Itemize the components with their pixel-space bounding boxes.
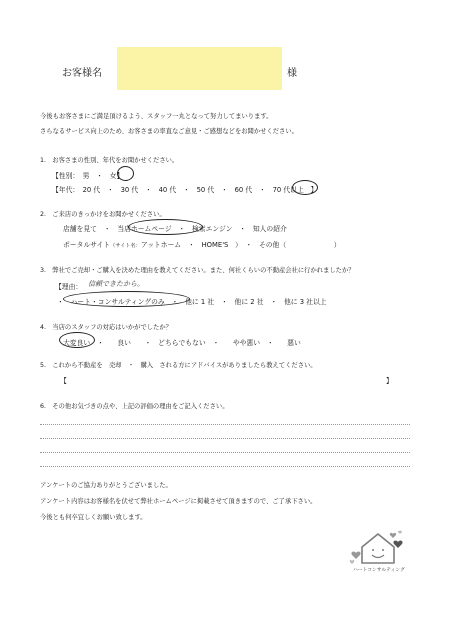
comment-line [40, 452, 410, 453]
customer-name-field[interactable] [117, 47, 282, 90]
closing-line-2: アンケート内容はお客様名を伏せて弊社ホームページに掲載させて頂きますので、ご了承下さい。 [40, 498, 317, 505]
intro-line-2: さらなるサービス向上のため、お客さまの率直なご意見・ご感想などをお聞かせください。 [40, 128, 298, 135]
gender-selected-circle [117, 166, 134, 181]
question-1: 1. お客さまの性別、年代をお聞かせください。 [40, 157, 179, 164]
comment-line [40, 424, 410, 425]
honorific-suffix: 様 [287, 68, 297, 79]
visit-reason-options-row-2 [63, 239, 341, 249]
age-selected-circle [292, 180, 318, 195]
site-name-label: （サイト名： [110, 243, 141, 249]
age-options: 【年代： 20 代 ・ 30 代 ・ 40 代 ・ 50 代 ・ 60 代 ・ 70 代以上 】 [52, 186, 318, 194]
company-count-options: ・ ハート・コンサルティングのみ ・ 他に 1 社 ・ 他に 2 社 ・ 他に 3 社以上 [57, 298, 327, 306]
intro-line-1: 今後もお客さまにご満足頂けるよう、スタッフ一丸となって努力してまいります。 [40, 113, 273, 120]
advice-bracket-close: 】 [386, 377, 393, 385]
visit-reason-options-row-1: 店舗を見て ・ 当店ホームページ ・ 検索エンジン ・ 知人の紹介 [63, 225, 287, 233]
reason-handwriting: 信頼できたから。 [88, 280, 144, 288]
staff-rating-options: 大変良い ・ 良い ・ どちらでもない ・ やや悪い ・ 悪い [63, 339, 301, 347]
comment-line [40, 438, 410, 439]
staff-rating-selected-circle [59, 332, 95, 348]
portal-site-label: ポータルサイト [63, 241, 111, 249]
question-2: 2. ご来店のきっかけをお聞かせください。 [40, 211, 166, 218]
question-6: 6. その他お気づきの点や、上記の評価の理由をご記入ください。 [40, 403, 229, 410]
advice-bracket-open: 【 [60, 377, 67, 385]
gender-options: 【性別： 男 ・ 女】 [52, 172, 124, 180]
house-heart-icon [348, 527, 410, 567]
comment-line [40, 466, 410, 467]
customer-name-label: お客様名 [62, 68, 102, 79]
closing-line-1: アンケートのご協力ありがとうございました。 [40, 482, 172, 489]
portal-site-options: アットホーム ・ HOME'S ） ・ その他（ ） [140, 241, 341, 249]
company-count-selected-circle [63, 291, 190, 307]
visit-reason-selected-circle [128, 219, 203, 235]
company-logo-text: ハートコンサルティング [353, 568, 405, 573]
question-5: 5. これから不動産を 売却 ・ 購入 される方にアドバイスがありましたら教えてください。 [40, 362, 317, 369]
question-3: 3. 弊社でご売却・ご購入を決めた理由を教えてください。また、何社くらいの不動産会社に行かれましたか？ [40, 267, 355, 274]
reason-label: 【理由： [55, 283, 83, 291]
question-4: 4. 当店のスタッフの対応はいかがでしたか？ [40, 324, 172, 331]
closing-line-3: 今後とも何卒宜しくお願い致します。 [40, 514, 147, 521]
